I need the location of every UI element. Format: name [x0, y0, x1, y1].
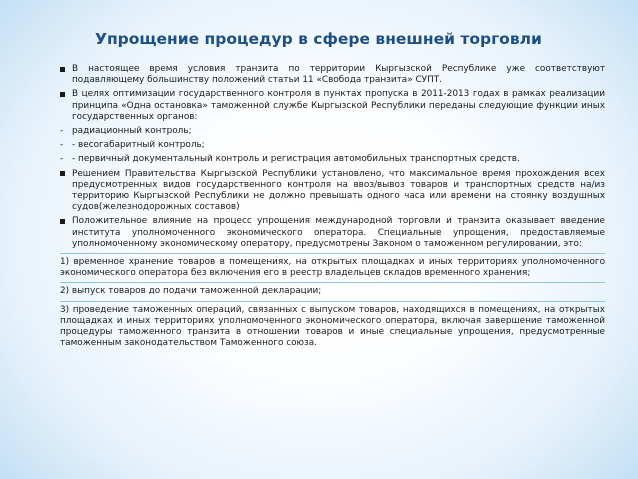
- square-bullet-icon: [60, 219, 65, 224]
- slide-title: Упрощение процедур в сфере внешней торговли: [95, 30, 542, 48]
- dash-marker: -: [60, 126, 64, 137]
- bullet-text: В целях оптимизации государственного контроля в пунктах пропуска в 2011-2013 годах в рамках реализации принципа «Одна остановка» таможенной службе Кыргызской Республики переданы следующие функции иных государственных органов:: [72, 89, 605, 122]
- dash-text: радиационный контроль;: [72, 126, 192, 137]
- dash-item: [60, 140, 605, 151]
- divider: [60, 253, 605, 254]
- square-bullet-icon: [60, 171, 65, 176]
- divider: [60, 301, 605, 302]
- bullet-item: [60, 169, 605, 214]
- dash-text: - первичный документальный контроль и регистрация автомобильных транспортных средств.: [72, 154, 520, 165]
- divider: [60, 282, 605, 283]
- paragraph: 3) проведение таможенных операций, связанных с выпуском товаров, находящихся в помещениях, на открытых площадках и иных территориях уполномоченного экономического оператора, включая завершение таможенной процедуры таможенного транзита в отношении товаров и иные специальные упрощения, предусмотренные таможенным законодательством Таможенного союза.: [60, 304, 605, 349]
- dash-item: [60, 126, 605, 137]
- dash-text: - весогабаритный контроль;: [72, 140, 205, 151]
- dash-item: [60, 154, 605, 165]
- paragraph: 1) временное хранение товаров в помещениях, на открытых площадках и иных территориях уполномоченного экономического оператора без включения его в реестр владельцев складов временного хранения;: [60, 257, 605, 279]
- square-bullet-icon: [60, 67, 65, 72]
- bullet-text: В настоящее время условия транзита по территории Кыргызской Республике уже соответствуют подавляющему большинству положений статьи 11 «Свобода транзита» СУПТ.: [72, 64, 605, 86]
- bullet-text: Решением Правительства Кыргызской Республики установлено, что максимальное время прохождения всех предусмотренных видов государственного контроля на ввоз/вывоз товаров и транспортных средств на/из территорию Кыргызской Республики не должно превышать одного часа или времени на стоянку воздушных судов(железнодорожных составов): [72, 168, 605, 213]
- paragraph: 2) выпуск товаров до подачи таможенной декларации;: [60, 286, 322, 297]
- bullet-item: [60, 64, 605, 86]
- dash-marker: -: [60, 154, 64, 165]
- slide-body: [60, 64, 605, 352]
- square-bullet-icon: [60, 92, 65, 97]
- bullet-item: [60, 216, 605, 250]
- bullet-item: [60, 89, 605, 123]
- dash-marker: -: [60, 140, 64, 151]
- bullet-text: Положительное влияние на процесс упрощения международной торговли и транзита оказывает введение института уполномоченного экономического оператора. Специальные упрощения, предоставляемые уполномоченному экономическому оператору, предусмотрены Законом о таможенном регулировании, это:: [72, 216, 605, 249]
